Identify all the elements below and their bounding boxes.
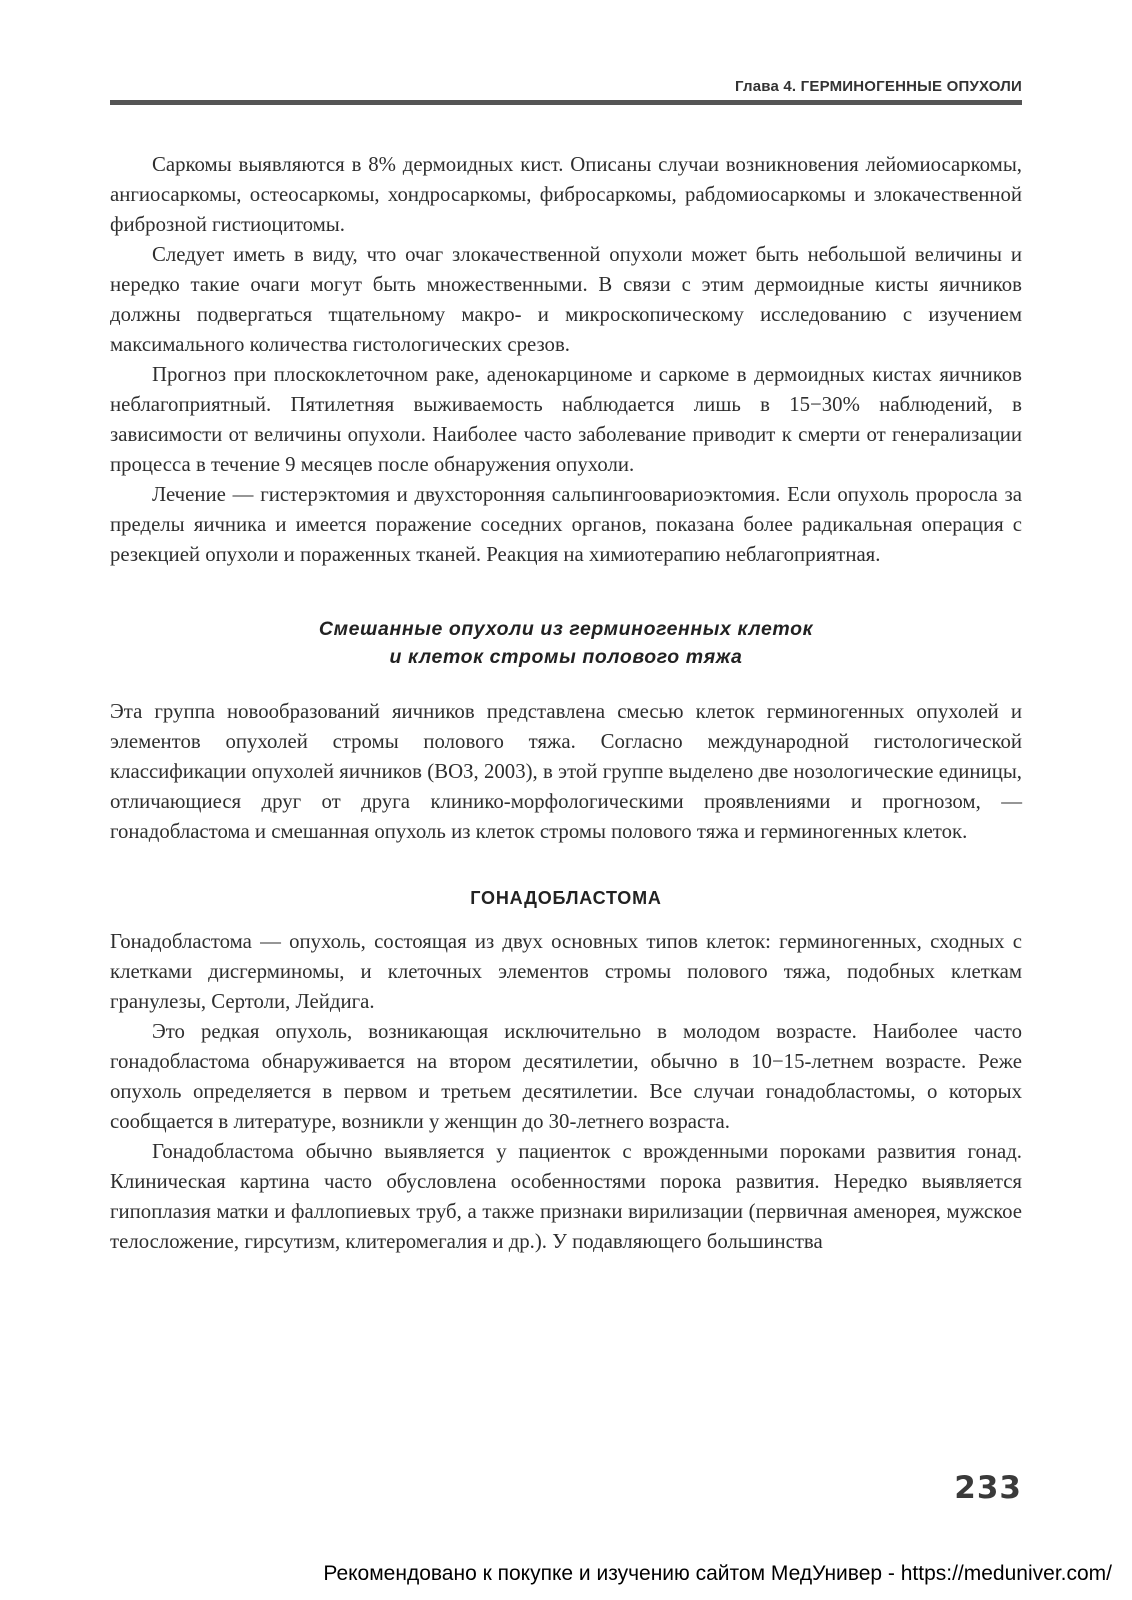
paragraph-malignant-focus: Следует иметь в виду, что очаг злокачественной опухоли может быть небольшой величины и нередко такие очаги могут быть множественными. В связи с этим дермоидные кисты яичников должны подвергаться тщательному макро- и микроскопическому исследованию с изучением максимального количества гистологических срезов. [110,243,1022,356]
chapter-title: Глава 4. ГЕРМИНОГЕННЫЕ ОПУХОЛИ [735,78,1022,95]
paragraph-section-intro: Эта группа новообразований яичников представлена смесью клеток герминогенных опухолей и элементов опухолей стромы полового тяжа. Согласно международной гистологической классификации опухолей яичников (ВОЗ, 2003), в этой группе выделено две нозологические единицы, отличающиеся друг от друга клинико-морфологическими проявлениями и прогнозом, — гонадобластома и смешанная опухоль из клеток стромы полового тяжа и герминогенных клеток. [110,700,1022,843]
running-head [110,70,1022,105]
paragraph-gonadoblastoma-age: Это редкая опухоль, возникающая исключительно в молодом возрасте. Наиболее часто гонадобластома обнаруживается на втором десятилетии, обычно в 10−15-летнем возрасте. Реже опухоль определяется в первом и третьем десятилетии. Все случаи гонадобластомы, о которых сообщается в литературе, возникли у женщин до 30-летнего возраста. [110,1020,1022,1133]
section-heading [110,615,1022,671]
paragraph-treatment: Лечение — гистерэктомия и двухсторонняя сальпингоовариоэктомия. Если опухоль проросла за пределы яичника и имеется поражение соседних органов, показана более радикальная операция с резекцией опухоли и пораженных тканей. Реакция на химиотерапию неблагоприятная. [110,483,1022,566]
paragraph-gonadoblastoma-definition: Гонадобластома — опухоль, состоящая из двух основных типов клеток: герминогенных, сходных с клетками дисгерминомы, и клеточных элементов стромы полового тяжа, подобных клеткам гранулезы, Сертоли, Лейдига. [110,930,1022,1013]
section-heading-line-1: Смешанные опухоли из герминогенных клеток [318,618,814,640]
section-heading-line-2: и клеток стромы полового тяжа [389,646,743,668]
footer-watermark-link[interactable]: Рекомендовано к покупке и изучению сайтом МедУнивер - https://meduniver.com/ [323,1562,1112,1585]
page-number: 233 [954,1470,1022,1506]
paragraph-sarcomas: Саркомы выявляются в 8% дермоидных кист. Описаны случаи возникновения лейомиосаркомы, ангиосаркомы, остеосаркомы, хондросаркомы, фибросаркомы, рабдомиосаркомы и злокачественной фиброзной гистиоцитомы. [110,153,1022,236]
subheading-gonadoblastoma: ГОНАДОБЛАСТОМА [470,888,662,908]
page-content [110,150,1022,1257]
paragraph-prognosis: Прогноз при плоскоклеточном раке, аденокарциноме и саркоме в дермоидных кистах яичников неблагоприятный. Пятилетняя выживаемость наблюдается лишь в 15−30% наблюдений, в зависимости от величины опухоли. Наиболее часто заболевание приводит к смерти от генерализации процесса в течение 9 месяцев после обнаружения опухоли. [110,363,1022,476]
paragraph-gonadoblastoma-clinical: Гонадобластома обычно выявляется у пациенток с врожденными пороками развития гонад. Клиническая картина часто обусловлена особенностями порока развития. Нередко выявляется гипоплазия матки и фаллопиевых труб, а также признаки вирилизации (первичная аменорея, мужское телосложение, гирсутизм, клитеромегалия и др.). У подавляющего большинства [110,1140,1022,1253]
